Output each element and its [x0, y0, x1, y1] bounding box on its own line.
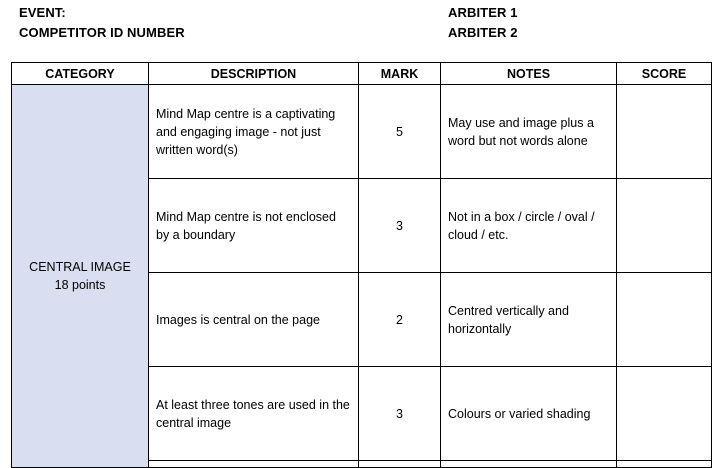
description-cell: Mind Map centre is not enclosed by a boundary — [149, 179, 359, 273]
score-cell-empty[interactable] — [617, 461, 712, 468]
arbiter-1-label: ARBITER 1 — [448, 5, 518, 20]
event-label: EVENT: — [19, 5, 66, 20]
category-cell — [12, 85, 149, 468]
category-name: CENTRAL IMAGE — [29, 260, 131, 274]
mark-cell: 2 — [359, 273, 441, 367]
mark-cell-empty — [359, 461, 441, 468]
notes-cell: Centred vertically and horizontally — [441, 273, 617, 367]
score-cell[interactable] — [617, 85, 712, 179]
column-header-description: DESCRIPTION — [149, 63, 359, 85]
column-header-category: CATEGORY — [12, 63, 149, 85]
score-cell[interactable] — [617, 273, 712, 367]
table-header-row — [12, 63, 712, 85]
column-header-notes: NOTES — [441, 63, 617, 85]
notes-cell: Not in a box / circle / oval / cloud / etc. — [441, 179, 617, 273]
mark-cell: 5 — [359, 85, 441, 179]
table-row — [12, 85, 712, 179]
competitor-id-label: COMPETITOR ID NUMBER — [19, 25, 185, 40]
category-points: 18 points — [54, 278, 106, 292]
score-cell[interactable] — [617, 367, 712, 461]
column-header-score: SCORE — [617, 63, 712, 85]
score-cell[interactable] — [617, 179, 712, 273]
mark-cell: 3 — [359, 179, 441, 273]
scoring-table — [11, 62, 712, 468]
description-cell: Mind Map centre is a captivating and engaging image - not just written word(s) — [149, 85, 359, 179]
description-cell: Images is central on the page — [149, 273, 359, 367]
arbiter-2-label: ARBITER 2 — [448, 25, 518, 40]
description-cell: At least three tones are used in the central image — [149, 367, 359, 461]
mark-cell: 3 — [359, 367, 441, 461]
notes-cell-empty — [441, 461, 617, 468]
description-cell-empty — [149, 461, 359, 468]
notes-cell: Colours or varied shading — [441, 367, 617, 461]
column-header-mark: MARK — [359, 63, 441, 85]
notes-cell: May use and image plus a word but not words alone — [441, 85, 617, 179]
